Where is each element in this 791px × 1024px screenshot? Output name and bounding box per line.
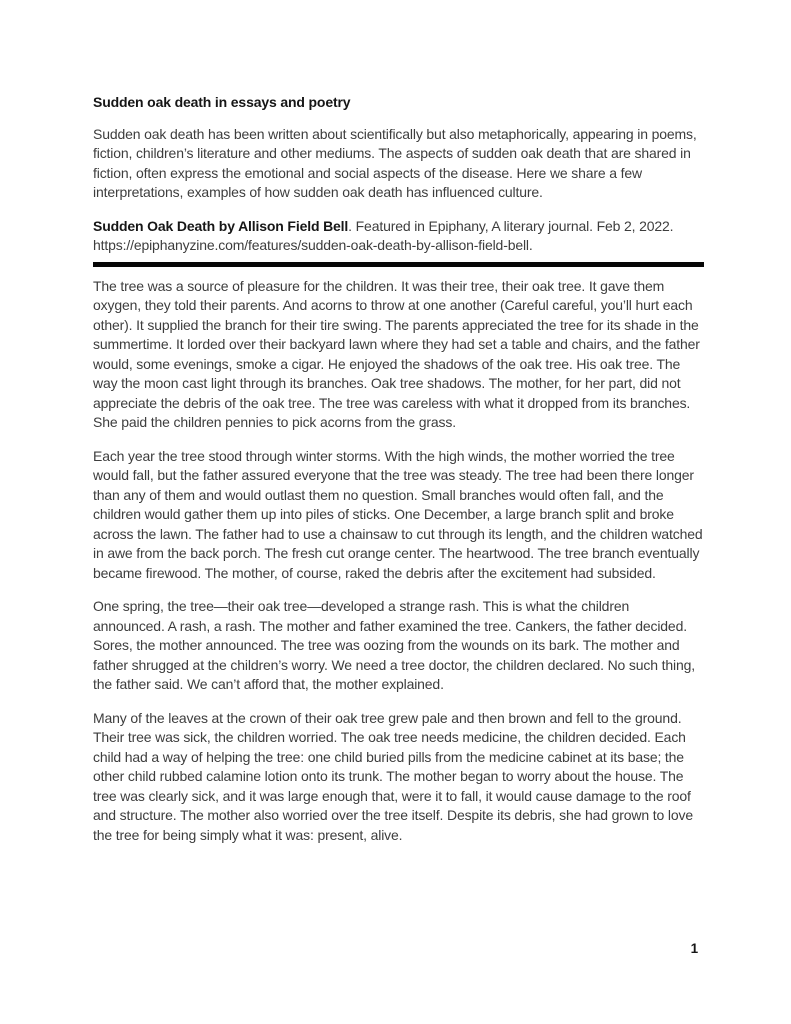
citation-details: . Featured in Epiphany, A literary journal. Feb 2, 2022. https://epiphanyzine.com/features/sudden-oak-death-by-allison-field-bell. — [93, 217, 674, 253]
page-number: 1 — [690, 941, 698, 956]
story-paragraph-1: The tree was a source of pleasure for the children. It was their tree, their oak tree. It gave them oxygen, they told their parents. And acorns to throw at one another (Careful careful, you’ll hurt each other). It supplied the branch for their tire swing. The parents appreciated the tree for its shade in the summertime. It lorded over their backyard lawn where they had set a table and chairs, and the father would, some evenings, smoke a cigar. He enjoyed the shadows of the oak tree. His oak tree. The way the moon cast light through its branches. Oak tree shadows. The mother, for her part, did not appreciate the debris of the oak tree. The tree was careless with what it dropped from its branches. She paid the children pennies to pick acorns from the grass. — [93, 277, 700, 430]
document-title: Sudden oak death in essays and poetry — [93, 94, 351, 110]
story-paragraph-4: Many of the leaves at the crown of their oak tree grew pale and then brown and fell to the ground. Their tree was sick, the children worried. The oak tree needs medicine, the children decided. Each child had a way of helping the tree: one child buried pills from the medicine cabinet at its base; the other child rubbed calamine lotion onto its trunk. The mother began to worry about the house. The tree was clearly sick, and it was large enough that, were it to fall, it would cause damage to the roof and structure. The mother also worried over the tree itself. Despite its debris, she had grown to love the tree for being simply what it was: present, alive. — [93, 709, 693, 843]
story-paragraph-2: Each year the tree stood through winter storms. With the high winds, the mother worried the tree would fall, but the father assured everyone that the tree was steady. The tree had been there longer than any of them and would outlast them no question. Small branches would often fall, and the children would gather them up into piles of sticks. One December, a large branch split and broke across the lawn. The father had to use a chainsaw to cut through its length, and the children watched in awe from the back porch. The fresh cut orange center. The heartwood. The tree branch eventually became firewood. The mother, of course, raked the debris after the excitement had subsided. — [93, 447, 703, 581]
intro-paragraph: Sudden oak death has been written about scientifically but also metaphorically, appearing in poems, fiction, children’s literature and other mediums. The aspects of sudden oak death that are shared in fiction, often express the emotional and social aspects of the disease. Here we share a few interpretations, examples of how sudden oak death has influenced culture. — [93, 125, 697, 200]
citation-paragraph — [93, 217, 704, 256]
section-divider-rule — [93, 262, 704, 267]
document-content — [93, 93, 704, 859]
citation-work-title: Sudden Oak Death by Allison Field Bell — [93, 217, 349, 234]
story-paragraph-3: One spring, the tree—their oak tree—developed a strange rash. This is what the children announced. A rash, a rash. The mother and father examined the tree. Cankers, the father decided. Sores, the mother announced. The tree was oozing from the wounds on its bark. The mother and father shrugged at the children’s worry. We need a tree doctor, the children declared. No such thing, the father said. We can’t afford that, the mother explained. — [93, 598, 695, 692]
